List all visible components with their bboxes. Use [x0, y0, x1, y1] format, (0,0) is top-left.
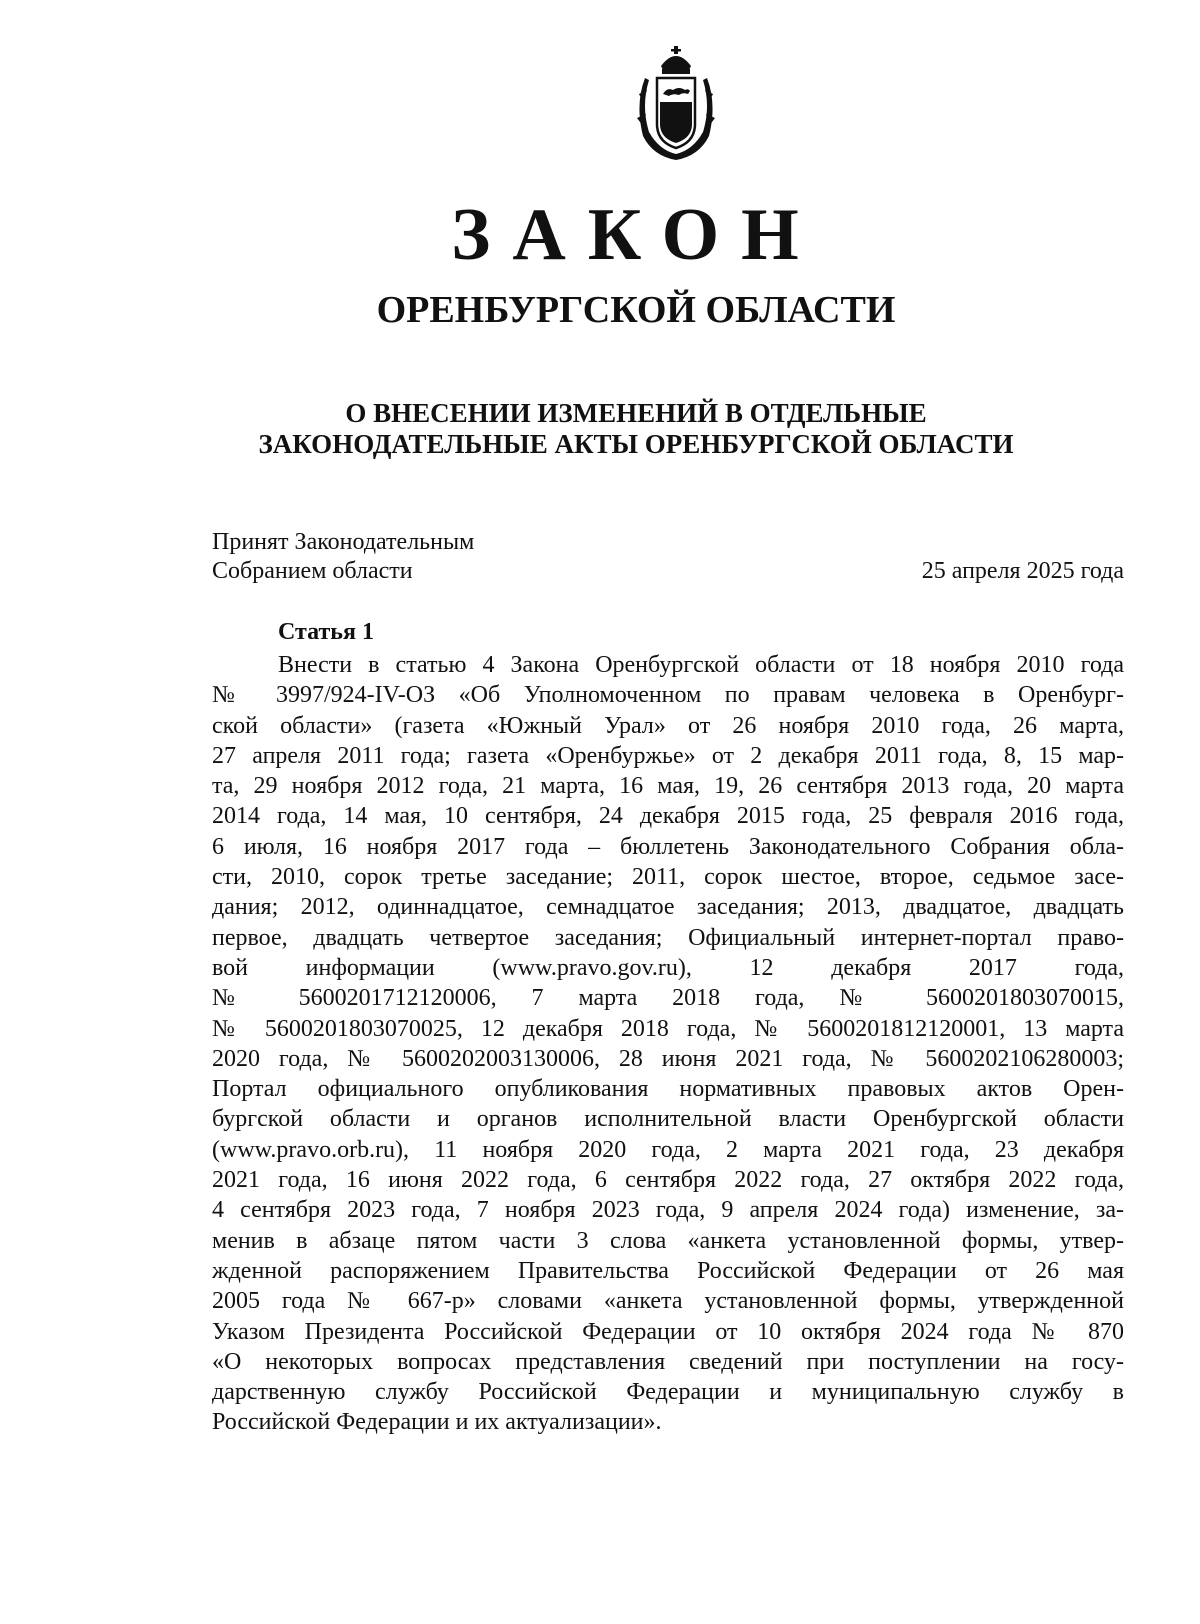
article-body	[212, 650, 1124, 1438]
article-line: менив в абзаце пятом части 3 слова «анкета установленной формы, утвер-	[212, 1227, 1124, 1254]
article-line: та, 29 ноября 2012 года, 21 марта, 16 мая, 19, 26 сентября 2013 года, 20 марта	[212, 773, 1124, 800]
article-heading: Статья 1	[278, 619, 374, 645]
article-line: 2005 года № 667-р» словами «анкета установленной формы, утвержденной	[212, 1288, 1124, 1315]
coat-of-arms-icon	[633, 44, 719, 164]
law-name-line: О ВНЕСЕНИИ ИЗМЕНЕНИЙ В ОТДЕЛЬНЫЕ	[345, 398, 927, 428]
article-line: дания; 2012, одиннадцатое, семнадцатое заседания; 2013, двадцатое, двадцать	[212, 894, 1124, 921]
document-subtitle: ОРЕНБУРГСКОЙ ОБЛАСТИ	[376, 289, 896, 331]
article-line: первое, двадцать четвертое заседания; Официальный интернет-портал право-	[212, 924, 1124, 951]
article-line: бургской области и органов исполнительной власти Оренбургской области	[212, 1106, 1124, 1133]
article-line: 2021 года, 16 июня 2022 года, 6 сентября 2022 года, 27 октября 2022 года,	[212, 1167, 1124, 1194]
article-line: Внести в статью 4 Закона Оренбургской области от 18 ноября 2010 года	[278, 652, 1124, 678]
article-line: вой информации (www.pravo.gov.ru), 12 декабря 2017 года,	[212, 954, 1124, 981]
law-name	[0, 398, 1200, 460]
article-line: жденной распоряжением Правительства Российской Федерации от 26 мая	[212, 1257, 1124, 1284]
document-title: ЗАКОН	[451, 194, 821, 276]
article-line: «О некоторых вопросах представления сведений при поступлении на госу-	[212, 1348, 1124, 1375]
article-line: 27 апреля 2011 года; газета «Оренбуржье» от 2 декабря 2011 года, 8, 15 мар-	[212, 742, 1124, 769]
article-line: дарственную службу Российской Федерации и муниципальную службу в	[212, 1379, 1124, 1406]
law-name-line: ЗАКОНОДАТЕЛЬНЫЕ АКТЫ ОРЕНБУРГСКОЙ ОБЛАСТИ	[258, 429, 1014, 459]
article-line: № 3997/924-IV-ОЗ «Об Уполномоченном по правам человека в Оренбург-	[212, 682, 1124, 709]
article-line: Российской Федерации и их актуализации».	[212, 1409, 662, 1436]
article-line: № 5600201803070025, 12 декабря 2018 года, № 5600201812120001, 13 марта	[212, 1015, 1124, 1042]
article-line: Портал официального опубликования нормативных правовых актов Орен-	[212, 1076, 1124, 1103]
article-line: 4 сентября 2023 года, 7 ноября 2023 года, 9 апреля 2024 года) изменение, за-	[212, 1197, 1124, 1224]
adoption-block	[212, 528, 1124, 586]
article-line: сти, 2010, сорок третье заседание; 2011, сорок шестое, второе, седьмое засе-	[212, 864, 1124, 891]
article-line: 2020 года, № 5600202003130006, 28 июня 2021 года, № 5600202106280003;	[212, 1045, 1124, 1072]
article-line: № 5600201712120006, 7 марта 2018 года, № 5600201803070015,	[212, 985, 1124, 1012]
article-line: 6 июля, 16 ноября 2017 года – бюллетень Законодательного Собрания обла-	[212, 833, 1124, 860]
adopted-by-line: Принят Законодательным	[212, 529, 475, 555]
article-line: 2014 года, 14 мая, 10 сентября, 24 декабря 2015 года, 25 февраля 2016 года,	[212, 803, 1124, 830]
article-line: Указом Президента Российской Федерации от 10 октября 2024 года № 870	[212, 1318, 1124, 1345]
adopted-by-line: Собранием области	[212, 558, 413, 584]
adoption-date: 25 апреля 2025 года	[921, 558, 1124, 584]
article-line: (www.pravo.orb.ru), 11 ноября 2020 года, 2 марта 2021 года, 23 декабря	[212, 1136, 1124, 1163]
article-line: ской области» (газета «Южный Урал» от 26 ноября 2010 года, 26 марта,	[212, 712, 1124, 739]
